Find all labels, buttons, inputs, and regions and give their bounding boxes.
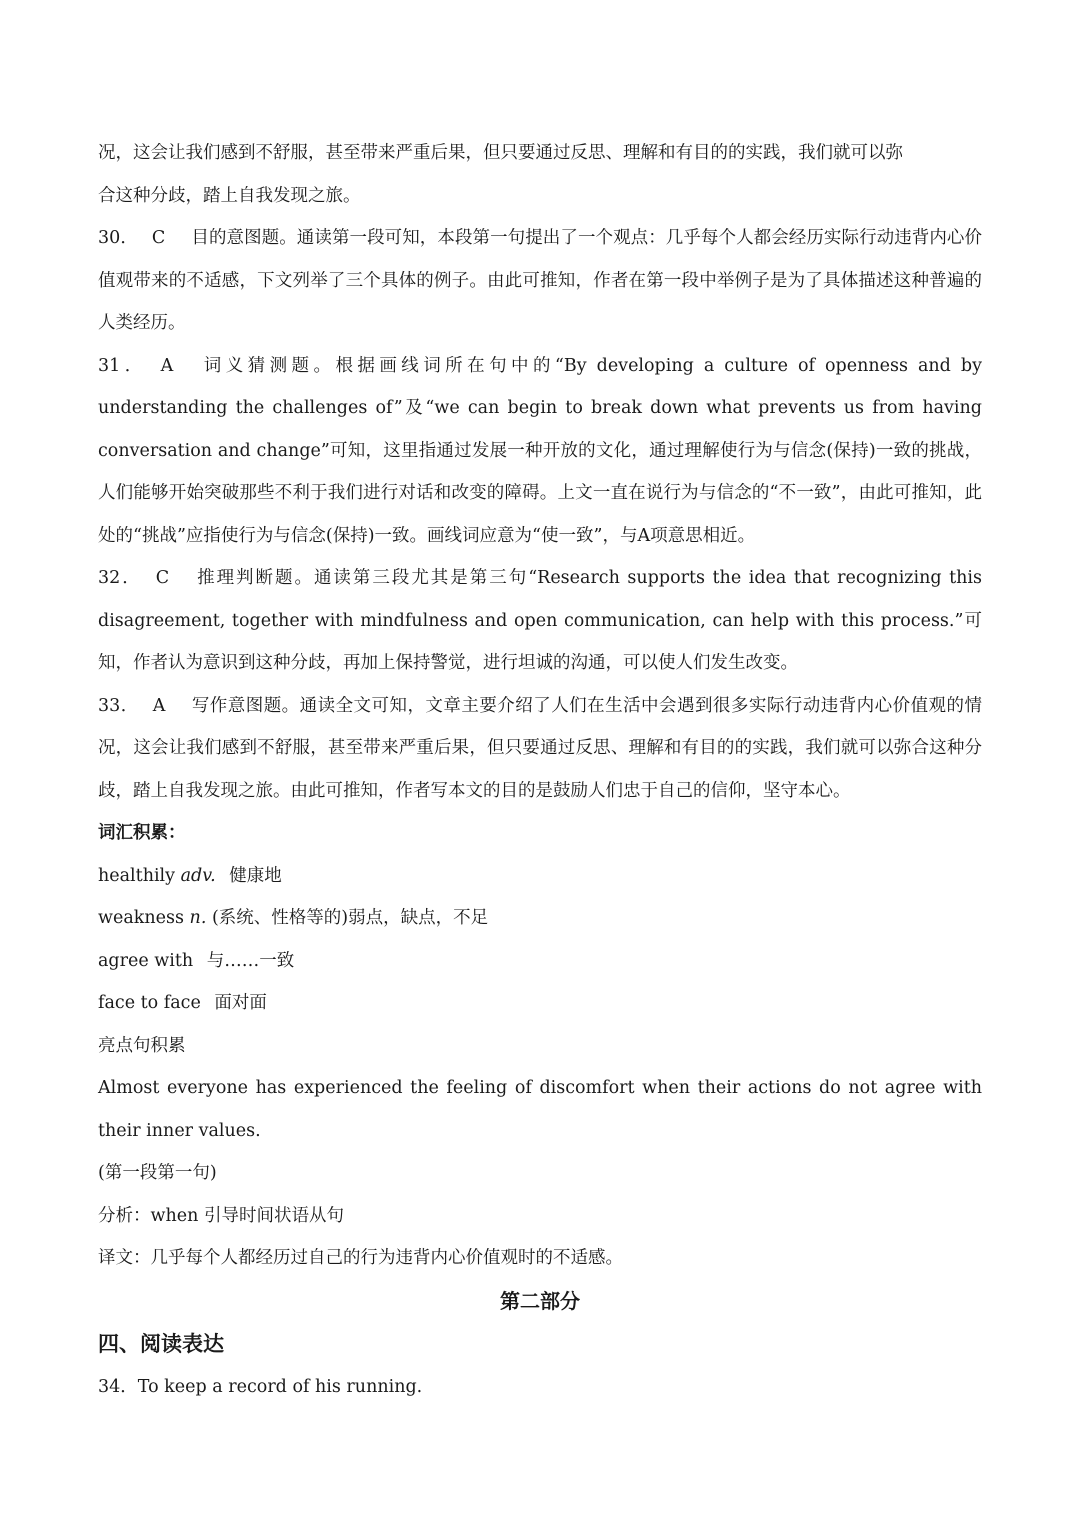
vocab-pos: adv. xyxy=(180,865,216,886)
answer-number: 30． xyxy=(98,228,138,248)
vocab-word: healthily xyxy=(98,865,176,886)
highlight-source: (第一段第一句) xyxy=(98,1163,217,1183)
intro-line-1: 况，这会让我们感到不舒服，甚至带来严重后果，但只要通过反思、理解和有目的的实践，我们就可以弥 xyxy=(98,143,903,163)
vocab-item xyxy=(98,940,982,983)
answer-explanation: 推理判断题。通读第三段尤其是第三句“Research supports the idea that recognizing this disagreement, together with mindfulness and open communication, can help with this process.”可知，作者认为意识到这种分歧，再加上保持警觉，进行坦诚的沟通，可以使人们发生改变。 xyxy=(98,568,982,673)
answer-33 xyxy=(98,685,982,813)
vocab-meaning: (系统、性格等的)弱点，缺点，不足 xyxy=(211,908,489,928)
highlight-translation: 译文：几乎每个人都经历过自己的行为违背内心价值观时的不适感。 xyxy=(98,1248,623,1268)
vocab-item xyxy=(98,897,982,940)
highlight-heading: 亮点句积累 xyxy=(98,1035,186,1056)
answer-34: 34．To keep a record of his running. xyxy=(98,1377,423,1397)
answer-number: 33． xyxy=(98,695,139,716)
answer-choice: A xyxy=(152,695,166,716)
answer-choice: C xyxy=(155,568,170,588)
answer-number: 31． xyxy=(98,355,147,376)
vocab-meaning: 面对面 xyxy=(214,993,267,1013)
vocab-heading: 词汇积累： xyxy=(98,823,186,843)
vocab-pos: n. xyxy=(189,908,207,928)
intro-paragraph xyxy=(98,132,982,217)
answer-32 xyxy=(98,557,982,685)
answer-explanation: 目的意图题。通读第一段可知，本段第一句提出了一个观点：几乎每个人都会经历实际行动违背内心价值观带来的不适感，下文列举了三个具体的例子。由此可推知，作者在第一段中举例子是为了具体描述这种普遍的人类经历。 xyxy=(98,228,982,333)
vocab-meaning: 健康地 xyxy=(229,865,282,886)
intro-line-2: 合这种分歧，踏上自我发现之旅。 xyxy=(98,185,361,206)
answer-explanation: 词义猜测题。根据画线词所在句中的“By developing a culture of openness and by understanding the challenges of”及“we can begin to break down what prevents us from having conversation and change”可知，这里指通过发展一种开放的文化，通过理解使行为与信念(保持)一致的挑战，人们能够开始突破那些不利于我们进行对话和改变的障碍。上文一直在说行为与信念的“不一致”，由此可推知，此处的“挑战”应指使行为与信念(保持)一致。画线词应意为“使一致”，与A项意思相近。 xyxy=(98,355,982,546)
highlight-sentence: Almost everyone has experienced the feeling of discomfort when their actions do not agree with their inner values. xyxy=(98,1078,982,1141)
vocab-meaning: 与……一致 xyxy=(206,950,295,971)
vocab-word: weakness xyxy=(98,908,184,928)
section-heading: 四、阅读表达 xyxy=(98,1331,224,1356)
vocab-item xyxy=(98,982,982,1025)
answer-30 xyxy=(98,217,982,345)
answer-choice: A xyxy=(160,355,174,376)
answer-number: 32． xyxy=(98,568,142,588)
vocab-item xyxy=(98,855,982,898)
highlight-analysis: 分析：when 引导时间状语从句 xyxy=(98,1205,344,1226)
vocab-word: face to face xyxy=(98,993,201,1013)
answer-choice: C xyxy=(151,228,166,248)
vocab-word: agree with xyxy=(98,950,194,971)
document-content xyxy=(98,132,982,1409)
answer-explanation: 写作意图题。通读全文可知，文章主要介绍了人们在生活中会遇到很多实际行动违背内心价值观的情况，这会让我们感到不舒服，甚至带来严重后果，但只要通过反思、理解和有目的的实践，我们就可以弥合这种分歧，踏上自我发现之旅。由此可推知，作者写本文的目的是鼓励人们忠于自己的信仰，坚守本心。 xyxy=(98,695,982,801)
part-title: 第二部分 xyxy=(500,1288,580,1313)
answer-31 xyxy=(98,345,982,558)
